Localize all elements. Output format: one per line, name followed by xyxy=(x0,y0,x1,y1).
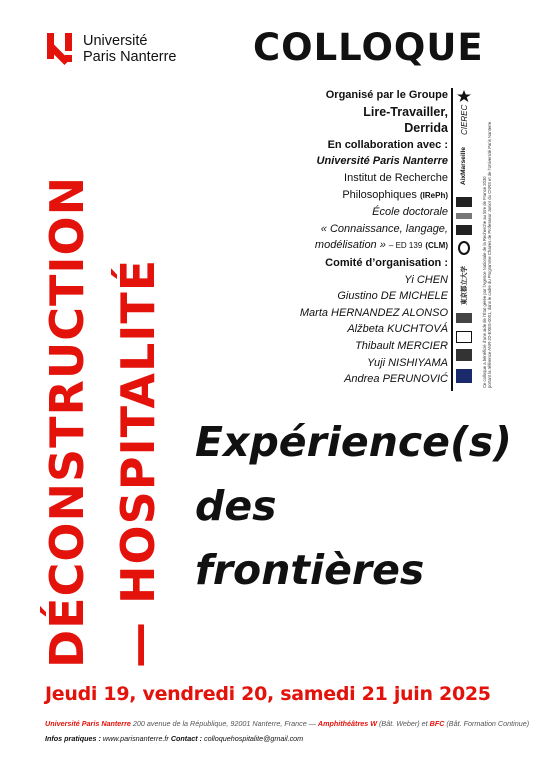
organizers-block xyxy=(300,87,448,388)
school-line2: « Connaissance, langage, xyxy=(320,222,448,235)
school-abbr: (CLM) xyxy=(425,241,448,251)
vertical-title-line1: DÉCONSTRUCTION xyxy=(40,175,94,668)
event-type-title: COLLOQUE xyxy=(253,26,484,69)
venue-address xyxy=(45,719,529,728)
cierec-logo: CIEREC xyxy=(460,104,469,135)
committee-member: Yuji NISHIYAMA xyxy=(367,356,448,369)
website-link[interactable]: www.parisnanterre.fr xyxy=(100,734,171,743)
eu-flag-icon xyxy=(456,369,472,383)
group-name-line2: Derrida xyxy=(404,121,448,136)
practical-info-label: Infos pratiques : xyxy=(45,734,101,743)
institution-logo-icon xyxy=(456,225,472,235)
institution-logo-icon xyxy=(456,313,472,323)
contact-email-link[interactable]: colloquehospitalite@gmail.com xyxy=(201,734,304,743)
committee-member: Marta HERNANDEZ ALONSO xyxy=(299,306,448,319)
title-line3: frontières xyxy=(195,546,425,594)
venue-and: et xyxy=(421,719,430,728)
venue-rooms: Amphithéâtres W xyxy=(317,719,378,728)
institute-line1: Institut de Recherche xyxy=(344,171,448,184)
venue-university: Université Paris Nanterre xyxy=(45,719,131,728)
contact-info xyxy=(45,734,303,743)
event-dates: Jeudi 19, vendredi 20, samedi 21 juin 2025 xyxy=(45,683,491,705)
nanterre-logo-icon xyxy=(47,33,75,67)
committee-label: Comité d’organisation : xyxy=(325,256,448,269)
vertical-title-line2: — HOSPITALITÉ xyxy=(111,258,165,668)
star-logo-icon xyxy=(456,87,472,99)
colloquium-title xyxy=(195,410,512,602)
venue-street: 200 avenue de la République, 92001 Nanterre, France — xyxy=(130,719,318,728)
school-line3 xyxy=(300,237,448,255)
title-line1: Expérience(s) xyxy=(195,418,512,466)
institution-logo-icon xyxy=(456,213,472,219)
venue-weber: (Bât. Weber) xyxy=(377,719,422,728)
contact-label: Contact : xyxy=(170,734,202,743)
institution-logo-icon xyxy=(456,197,472,207)
institution-logo-icon xyxy=(456,349,472,361)
university-name-line1: Université xyxy=(83,33,148,49)
school-ed-number: – ED 139 xyxy=(388,241,423,251)
committee-member: Yi CHEN xyxy=(404,273,448,286)
committee-member: Giustino DE MICHELE xyxy=(337,290,448,303)
group-name-line1: Lire-Travailler, xyxy=(363,104,448,119)
school-line1: École doctorale xyxy=(372,206,448,219)
institute-abbr: (IRePh) xyxy=(420,190,448,200)
organized-by-label: Organisé par le Groupe xyxy=(325,89,448,101)
institute-line2 xyxy=(300,187,448,205)
collaboration-label: En collaboration avec : xyxy=(327,138,448,151)
funding-line2: portant la référence ANR-22-EXES-0001, dans le cadre du Programme Chaires de Professeur Junior du CNRS et de l’Université Paris Nanterre. xyxy=(487,120,492,388)
circle-logo-icon xyxy=(458,241,470,255)
vertical-divider xyxy=(451,88,453,391)
title-line2: des xyxy=(195,482,277,530)
funding-line1: Ce colloque a bénéficié d’une aide de l’État gérée par l’Agence Nationale de la Recherche au titre de France 2030 xyxy=(482,176,487,388)
committee-member: Thibault MERCIER xyxy=(355,339,448,352)
university-name xyxy=(83,33,176,65)
university-logo xyxy=(47,33,176,67)
school-name-end: modélisation » xyxy=(314,239,386,252)
tokyo-university-logo: 東京都立大学 xyxy=(461,266,468,305)
sponsor-logos xyxy=(456,87,474,387)
university-name-line2: Paris Nanterre xyxy=(83,49,177,65)
aix-marseille-logo: AixMarseille xyxy=(460,147,467,185)
venue-bfc: BFC xyxy=(429,719,445,728)
qr-logo-icon xyxy=(456,331,472,343)
venue-bfc-detail: (Bât. Formation Continue) xyxy=(444,719,530,728)
institute-name: Philosophiques xyxy=(342,188,417,201)
funding-notice xyxy=(482,121,492,388)
committee-member: Alžbeta KUCHTOVÁ xyxy=(347,323,448,336)
committee-member: Andrea PERUNOVIĆ xyxy=(344,373,448,386)
collaboration-university: Université Paris Nanterre xyxy=(316,155,448,168)
